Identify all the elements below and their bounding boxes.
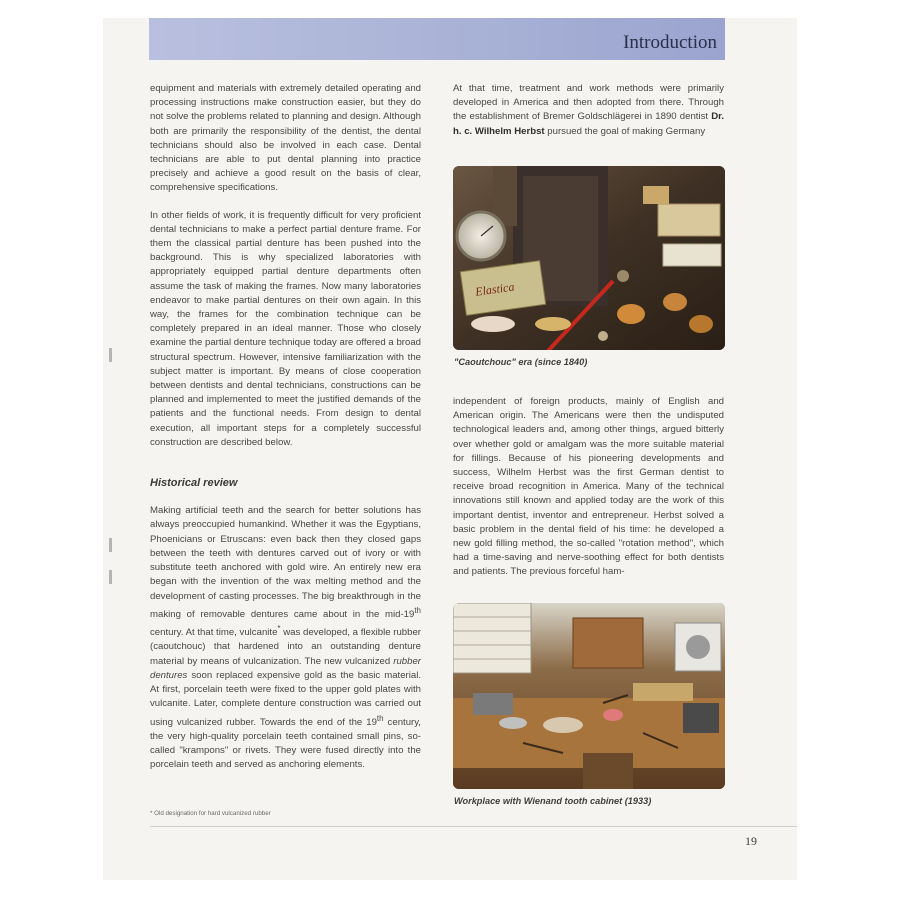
- paragraph: independent of foreign products, mainly of English and American origin. The Americans were then the undisputed technological leaders and, among other things, argued bitterly over whether gold or amalgam was the more suitable material for fillings. Because of his pioneering developments and success, Wilhelm Herbst was the first German dentist to receive broad recognition in America. Many of the technical innovations still known and applied today are the work of this important dentist, inventor and entrepreneur. Herbst solved a basic problem in the dental field of his time: he developed a new gold filling method, the so-called "rotation method", which had a time-saving and nerve-soothing effect for both dentists and patients. The previous forceful ham-: [453, 396, 724, 578]
- paragraph: [453, 82, 724, 139]
- tin-label: Elastica: [474, 279, 516, 299]
- binding-mark: [109, 348, 112, 362]
- superscript: th: [376, 713, 384, 723]
- history-text: Making artificial teeth and the search for better solutions has always preoccupied humankind. Whether it was the Egyptians, Phoenicians or Etruscans: even back then they closed gaps between the teeth with dentures carved out of ivory or with substitute teeth anchored with gold wire. An entirely new era began with the invention of the wax melting method and the development of casting processes. The big breakthrough in the making of removable dentures came about in the mid-19: [150, 505, 421, 620]
- binding-mark: [109, 538, 112, 552]
- figure-caption: Workplace with Wienand tooth cabinet (1933): [454, 796, 652, 806]
- paragraph-text: pursued the goal of making Germany: [544, 125, 706, 137]
- right-column-top: [453, 82, 724, 152]
- footnote-marker: *: [277, 624, 281, 634]
- photo-caoutchouc-era: [453, 166, 725, 350]
- paragraph: In other fields of work, it is frequently difficult for very proficient dental technicians to make a perfect partial denture frame. For them the classical partial denture has been pushed into the background. This is why specialized laboratories with appropriately equipped partial denture departments often assume the task of making the frames. Now many laboratories endeavor to make partial dentures on their own again. In this way, the frames for the combination technique can be completely prepared in an ideal manner. Those who closely examine the partial denture technique today are offered a broad structural spectrum. However, intensive familiarization with the subject matter is important. By means of close cooperation between dentists and dental technicians, constructions can be planned and implemented to meet the justified demands of the patients and the functional needs. From design to dental execution, all important steps for a completely successful construction are described below.: [150, 209, 421, 448]
- photo-illustration: [453, 166, 725, 350]
- superscript: th: [414, 605, 421, 615]
- photo-illustration: [453, 603, 725, 789]
- person-name: Dr. h. c. Wilhelm Herbst: [453, 111, 724, 137]
- footer-rule: [150, 826, 797, 827]
- emphasis: rubber dentures: [150, 655, 421, 681]
- paragraph-history: [150, 504, 421, 772]
- chapter-header-bar: [149, 18, 725, 60]
- right-column-middle: [453, 395, 724, 593]
- footnote: * Old designation for hard vulcanized rubber: [150, 810, 271, 817]
- page-number: 19: [745, 834, 757, 848]
- history-text: soon replaced expensive gold as the basic material. At first, porcelain teeth were fixed to the upper gold plates with vulcanite. Later, complete denture construction was carried out using vulcanized rubber. Towards the end of the 19: [150, 669, 421, 728]
- history-text: century, the very high-quality porcelain teeth contained small pins, so-called "krampons" or rivets. They were fused directly into the porcelain teeth and served as anchoring elements.: [150, 716, 421, 771]
- paragraph: equipment and materials with extremely detailed operating and processing instructions make construction easier, but they do not solve the problems related to planning and design. Although both are primarily the responsibility of the dentist, the dental technicians should also be involved in each case. Dental technicians are able to put dental planning into practice precisely and achieve a good result on the basis of clear, comprehensive specifications.: [150, 83, 421, 194]
- history-text: was developed, a flexible rubber (caoutchouc) that hardened into an outstanding denture material by means of vulcanization. The new vulcanized: [150, 627, 421, 667]
- paragraph-text: At that time, treatment and work methods were primarily developed in America and then adopted from there. Through the establishment of Bremer Goldschlägerei in 1890 dentist: [453, 83, 724, 123]
- photo-workplace: [453, 603, 725, 789]
- left-column: [150, 82, 421, 786]
- chapter-title: Introduction: [623, 32, 717, 53]
- section-heading: Historical review: [150, 477, 238, 490]
- history-text: century. At that time, vulcanite: [150, 627, 278, 639]
- binding-mark: [109, 570, 112, 584]
- figure-caption: "Caoutchouc" era (since 1840): [454, 357, 588, 367]
- book-page: [103, 18, 797, 880]
